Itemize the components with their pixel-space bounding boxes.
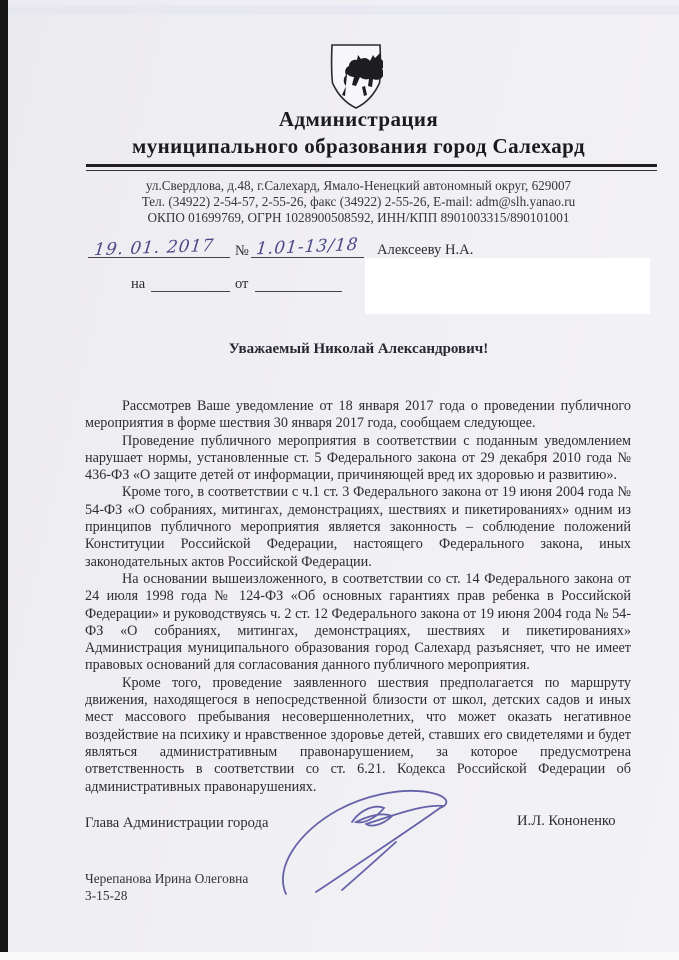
coat-of-arms-icon xyxy=(329,43,383,111)
scan-edge-left xyxy=(0,0,8,952)
signer-name: И.Л. Кононенко xyxy=(517,813,616,829)
org-registry-line: ОКПО 01699769, ОГРН 1028900508592, ИНН/КПП 8901003315/890101001 xyxy=(147,210,570,225)
body-paragraph: Кроме того, проведение заявленного шествия предполагается по маршруту движения, находящегося в непосредственной близости от школ, детских садов и иных мест массового пребывания несовершеннолетних, что может оказать негативное воздействие на психику и нравственное здоровье детей, ставших его свидетелями и будет являться административным правонарушением, за которое предусмотрена ответственность в соответствии со ст. 6.21. Кодекса Российской Федерации об административных правонарушениях. xyxy=(85,674,631,795)
date-underline xyxy=(88,257,230,258)
body-paragraph: На основании вышеизложенного, в соответствии со ст. 14 Федерального закона от 24 июля 1998 года № 124-ФЗ «Об основных гарантиях прав ребенка в Российской Федерации» и руководствуясь ч. 2 ст. 12 Федерального закона от 19 июня 2004 года № 54-ФЗ «О собраниях, митингах, демонстрациях, шествиях и пикетированиях» Администрация муниципального образования город Салехард разъясняет, что не имеет правовых оснований для согласования данного публичного мероприятия. xyxy=(85,570,631,674)
executor-name: Черепанова Ирина Олеговна xyxy=(85,871,249,886)
reply-from-underline xyxy=(255,291,342,292)
reply-on-label: на xyxy=(131,276,146,292)
salutation: Уважаемый Николай Александрович! xyxy=(228,341,489,357)
org-title-line2: муниципального образования город Салехард xyxy=(131,134,585,158)
addressee-name: Алексееву Н.А. xyxy=(377,242,474,258)
scan-bottom-strip xyxy=(0,952,679,960)
number-sign-label: № xyxy=(235,243,249,259)
body-paragraph: Кроме того, в соответствии с ч.1 ст. 3 Федерального закона от 19 июня 2004 года № 54-ФЗ «О собраниях, митингах, демонстрациях, шествиях и пикетированиях» одним из принципов публичного мероприятия является законность – соблюдение положений Конституции Российской Федерации, настоящего Федерального закона, иных законодательных актов Российской Федерации. xyxy=(85,484,631,570)
handwritten-signature xyxy=(272,786,472,898)
body-paragraph: Рассмотрев Ваше уведомление от 18 января 2017 года о проведении публичного мероприятия в форме шествия 30 января 2017 года, сообщаем следующее. xyxy=(85,398,631,432)
handwritten-date: 19. 01. 2017 xyxy=(92,235,216,261)
handwritten-outgoing-number: 1.01-13/18 xyxy=(255,234,360,260)
org-contacts-line: Тел. (34922) 2-54-57, 2-55-26, факс (34922) 2-55-26, E-mail: adm@slh.yanao.ru xyxy=(141,194,576,209)
letter-body xyxy=(85,398,631,796)
signer-position-title: Глава Администрации города xyxy=(85,815,269,831)
number-underline xyxy=(251,257,364,258)
reply-from-label: от xyxy=(235,276,249,292)
body-paragraph: Проведение публичного мероприятия в соответствии с поданным уведомлением нарушает нормы, установленные ст. 5 Федерального закона от 29 декабря 2010 года № 436-ФЗ «О защите детей от информации, причиняющей вред их здоровью и развитию». xyxy=(85,432,631,484)
executor-phone: 3-15-28 xyxy=(85,888,128,903)
header-rule-thick xyxy=(86,164,657,167)
reply-on-underline xyxy=(151,291,230,292)
org-title-line1: Администрация xyxy=(278,107,439,131)
scan-top-band xyxy=(8,5,679,15)
redacted-address-box xyxy=(365,258,650,314)
org-address-line: ул.Свердлова, д.48, г.Салехард, Ямало-Ненецкий автономный округ, 629007 xyxy=(145,178,572,193)
header-rule-thin xyxy=(86,170,657,171)
